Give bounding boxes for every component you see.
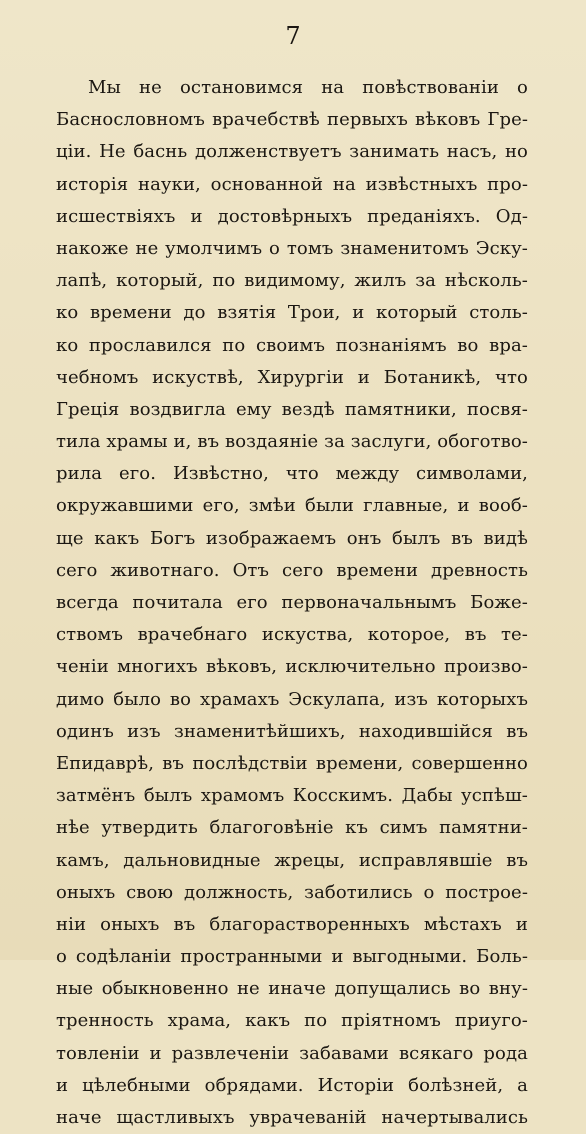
text-line: Мы не остановимся на повѣствованіи о: [88, 77, 528, 98]
page-number: 7: [285, 22, 301, 50]
text-line: окружавшими его, змѣи были главные, и вооб-: [56, 495, 528, 517]
text-line: сего животнаго. Отъ сего времени древность: [56, 559, 528, 581]
text-line: накоже не умолчимъ о томъ знаменитомъ Эску-: [56, 237, 528, 259]
text-line: лапѣ, который, по видимому, жилъ за нѣсколь-: [56, 270, 528, 292]
text-line: Епидаврѣ, въ послѣдствіи времени, совершенно: [56, 752, 528, 774]
text-line: Греція воздвигла ему вездѣ памятники, посвя-: [56, 398, 528, 420]
text-line: тренность храма, какъ по пріятномъ приуго-: [56, 1010, 528, 1032]
text-line: исторія науки, основанной на извѣстныхъ про-: [56, 173, 528, 195]
text-line: оныхъ свою должность, заботились о построе-: [56, 881, 528, 903]
text-line: ные обыкновенно не иначе допущались во вну-: [56, 978, 528, 1000]
text-line: камъ, дальновидные жрецы, исправлявшіе въ: [56, 849, 528, 871]
text-line: ціи. Не баснь долженствуетъ занимать насъ, но: [56, 141, 528, 163]
text-line: Баснословномъ врачебствѣ первыхъ вѣковъ Гре-: [56, 109, 528, 131]
text-line: ченіи многихъ вѣковъ, исключительно произво-: [56, 656, 528, 678]
text-line: исшествіяхъ и достовѣрныхъ преданіяхъ. Од-: [56, 205, 528, 227]
text-line: и цѣлебными обрядами. Исторіи болѣзней, а: [56, 1074, 528, 1096]
text-line: одинъ изъ знаменитѣйшихъ, находившійся въ: [56, 720, 528, 742]
text-line: затмёнъ былъ храмомъ Косскимъ. Дабы успѣш-: [56, 785, 528, 807]
text-line: нѣе утвердить благоговѣніе къ симъ памятни-: [56, 817, 528, 839]
text-line: чебномъ искуствѣ, Хирургіи и Ботаникѣ, что: [56, 366, 528, 388]
text-line: рила его. Извѣстно, что между символами,: [56, 463, 528, 485]
text-line: ствомъ врачебнаго искуства, которое, въ те-: [56, 624, 528, 646]
text-line: ко прославился по своимъ познаніямъ во вра-: [56, 334, 528, 356]
text-line: ще какъ Богъ изображаемъ онъ былъ въ видѣ: [56, 527, 528, 549]
text-line: димо было во храмахъ Эскулапа, изъ которыхъ: [56, 688, 528, 710]
text-line: ко времени до взятія Трои, и который столь-: [56, 302, 528, 324]
text-line: наче щастливыхъ уврачеваній начертывались: [56, 1107, 528, 1128]
text-line: о содѣланіи пространными и выгодными. Боль-: [56, 946, 528, 968]
text-line: ніи оныхъ въ благорастворенныхъ мѣстахъ и: [56, 913, 528, 935]
body-text: [56, 72, 528, 1134]
text-line: товленіи и развлеченіи забавами всякаго рода: [56, 1042, 528, 1064]
text-line: всегда почитала его первоначальнымъ Боже-: [56, 592, 528, 613]
text-line: тила храмы и, въ воздаяніе за заслуги, обоготво-: [56, 431, 528, 453]
